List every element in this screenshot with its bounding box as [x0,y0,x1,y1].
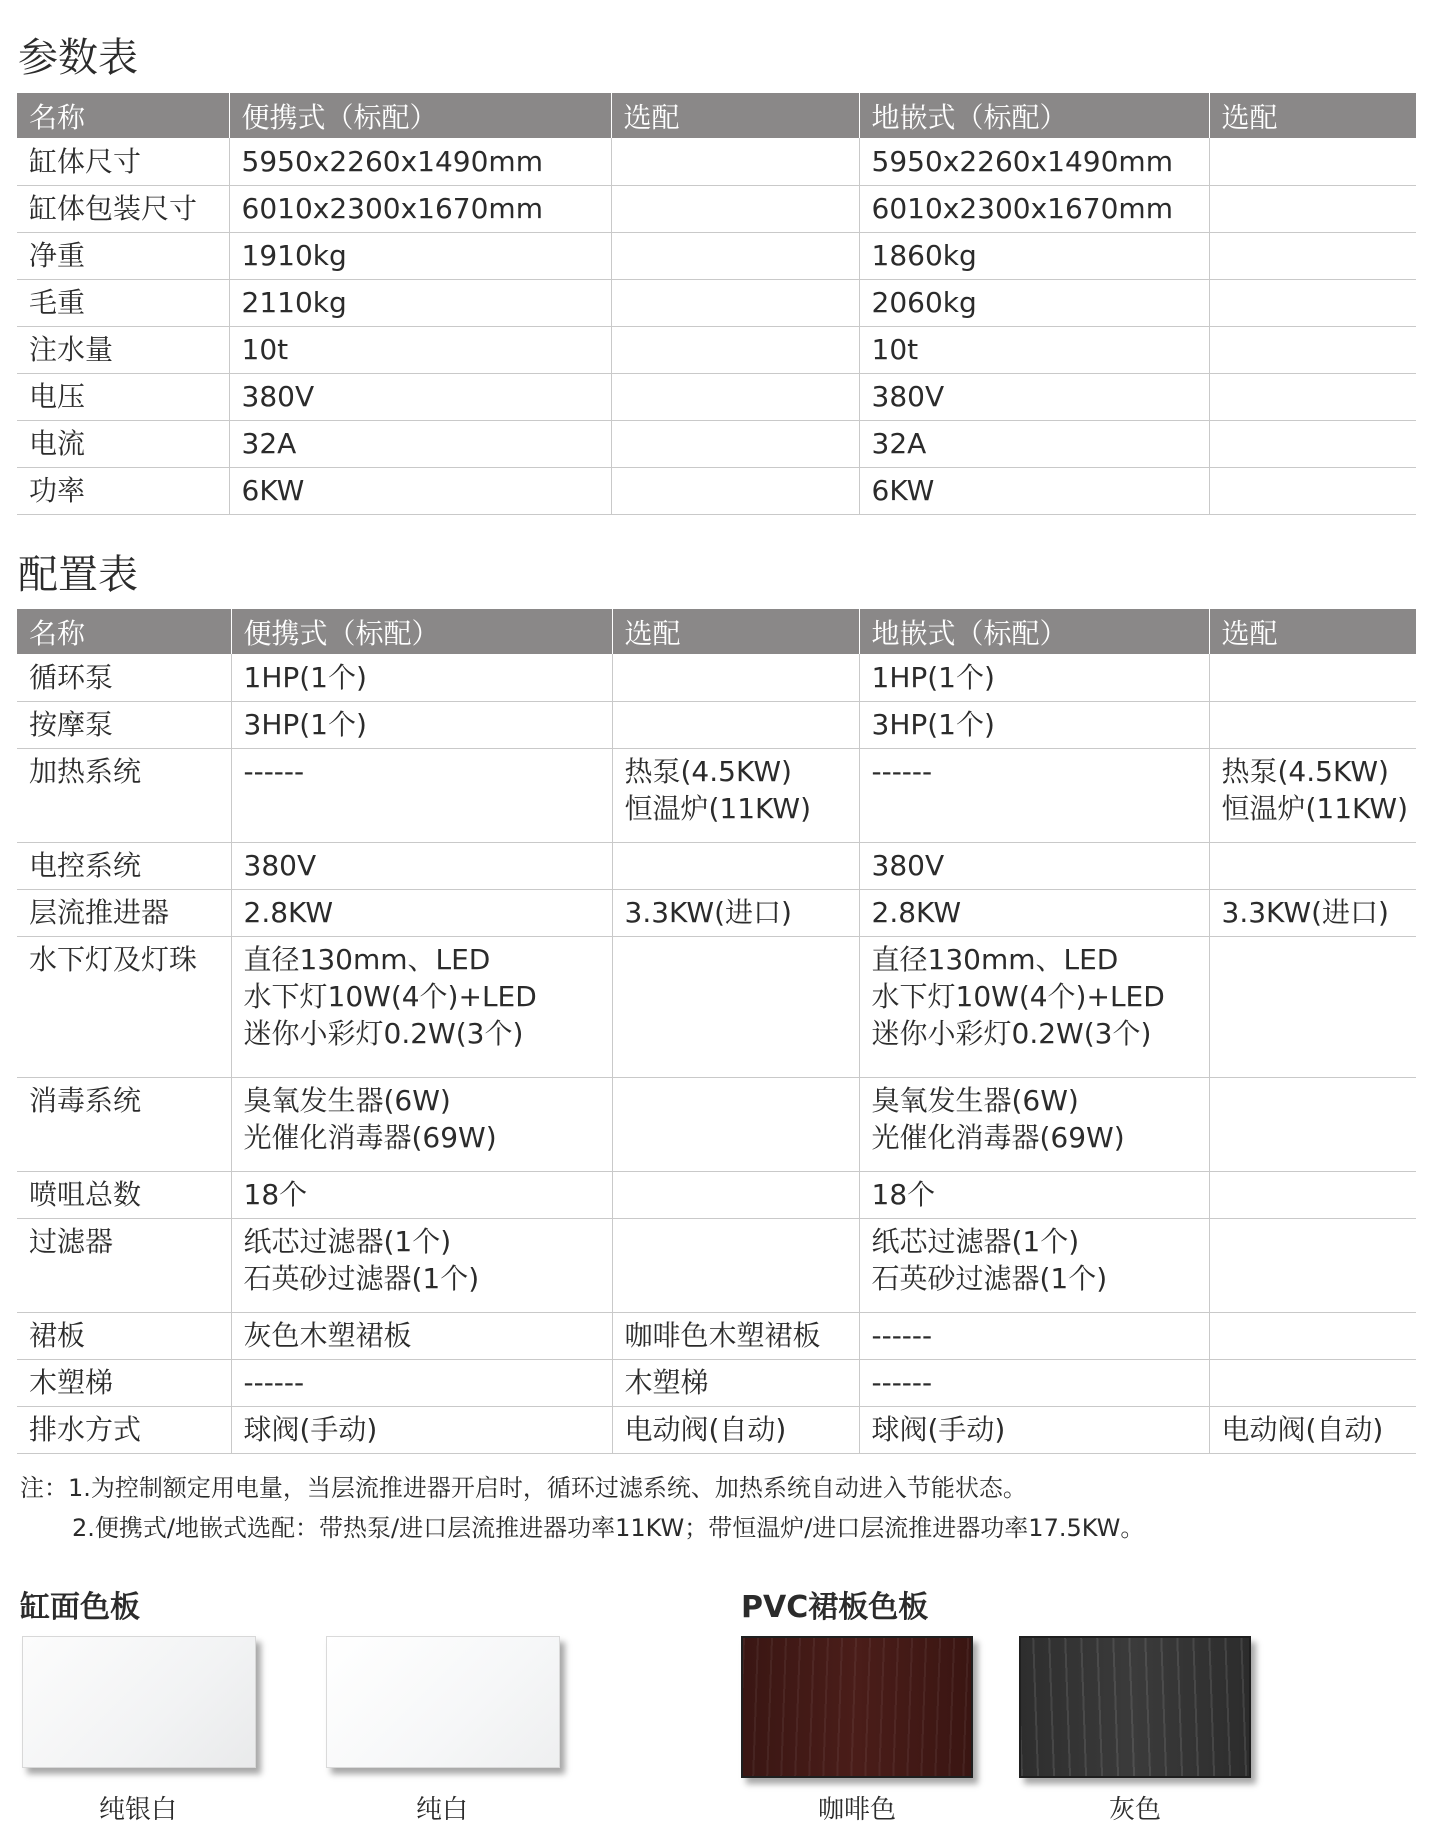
config-cell [231,1359,612,1406]
param-row [17,138,1416,185]
param-cell-text: 5950x2260x1490mm [241,144,543,178]
config-cell [612,748,859,842]
param-cell-text: 2110kg [241,286,347,319]
param-cell-text: 10t [871,333,919,366]
param-cell-text: 1910kg [241,239,347,272]
config-cell [231,1406,612,1453]
config-cell-text: 光催化消毒器(69W) [871,1120,1125,1154]
config-cell [17,1218,231,1312]
config-cell-text: 电动阀(自动) [1221,1413,1384,1446]
swatch-label-pure-white: 纯白 [415,1795,468,1825]
config-cell-text: 灰色木塑裙板 [243,1319,412,1352]
config-cell-text: 迷你小彩灯0.2W(3个) [243,1016,524,1050]
config-cell [231,1171,612,1218]
config-cell [612,1312,859,1359]
swatch-label-silver-white: 纯银白 [98,1795,177,1825]
param-cell [229,373,611,420]
config-cell [1209,936,1416,1077]
param-cell-text: 净重 [29,239,86,272]
header-embedded-optional: 选配 [1209,609,1416,654]
param-cell-text: 5950x2260x1490mm [871,144,1173,178]
header-embedded-optional: 选配 [1209,93,1416,138]
config-row [17,936,1416,1077]
config-cell-text: 木塑梯 [29,1366,114,1399]
config-cell-text: 380V [243,849,317,882]
header-portable-standard: 便携式（标配） [231,609,612,654]
param-cell-text: 6010x2300x1670mm [871,192,1173,225]
config-cell-text: 臭氧发生器(6W) [871,1083,1079,1117]
config-cell-text: 3.3KW(进口) [1221,896,1389,929]
config-table-body [17,654,1416,1453]
config-cell [17,748,231,842]
param-cell [859,373,1209,420]
param-cell [611,232,859,279]
config-cell-text: 水下灯10W(4个)+LED [243,979,537,1013]
param-cell [1209,138,1416,185]
param-cell [611,420,859,467]
config-cell-text: 层流推进器 [29,896,170,929]
param-cell [17,420,229,467]
config-cell-text: 球阀(手动) [243,1413,378,1446]
config-cell-text: 裙板 [29,1319,86,1352]
config-cell-text: 1HP(1个) [243,660,367,694]
swatch-gray [1019,1636,1251,1778]
param-cell [611,138,859,185]
header-embedded-standard: 地嵌式（标配） [859,609,1209,654]
config-cell [859,701,1209,748]
param-cell [229,279,611,326]
param-cell [1209,373,1416,420]
param-cell [17,138,229,185]
config-cell-text: 水下灯及灯珠 [29,942,198,976]
config-cell [1209,1312,1416,1359]
header-portable-optional: 选配 [612,609,859,654]
config-cell [859,936,1209,1077]
config-cell-text: ------ [871,1319,933,1352]
config-cell [859,1218,1209,1312]
param-cell [611,185,859,232]
config-cell [17,936,231,1077]
param-cell [611,373,859,420]
config-cell-text: 3.3KW(进口) [624,896,792,929]
config-cell [17,701,231,748]
config-cell [859,654,1209,701]
config-cell-text: 18个 [871,1178,936,1211]
config-cell [612,1218,859,1312]
config-cell-text: 纸芯过滤器(1个) [243,1224,452,1258]
config-cell [17,1171,231,1218]
param-row [17,373,1416,420]
config-cell-text: 电动阀(自动) [624,1413,787,1446]
pvc-color-title: PVC裙板色板 [741,1590,929,1625]
param-cell [859,138,1209,185]
param-cell [229,326,611,373]
param-cell-text: 380V [871,380,945,413]
param-cell-text: 32A [241,427,297,460]
header-portable-optional: 选配 [611,93,859,138]
config-cell-text: 按摩泵 [29,708,114,741]
config-cell [231,748,612,842]
config-cell [1209,1077,1416,1171]
param-row [17,232,1416,279]
config-cell [612,889,859,936]
config-cell-text: 石英砂过滤器(1个) [243,1261,480,1295]
config-cell [859,1359,1209,1406]
param-cell [859,326,1209,373]
param-cell [17,185,229,232]
config-cell [859,1312,1209,1359]
config-cell [1209,701,1416,748]
param-cell [1209,279,1416,326]
param-cell [17,326,229,373]
config-cell [1209,748,1416,842]
param-cell [1209,326,1416,373]
config-cell-text: 加热系统 [29,754,142,788]
config-cell [612,936,859,1077]
config-cell-text: ------ [871,754,933,788]
config-cell-text: 消毒系统 [29,1083,142,1117]
param-cell-text: 6KW [871,474,935,507]
config-cell-text: 直径130mm、LED [871,942,1119,976]
config-cell [231,654,612,701]
param-cell [229,185,611,232]
note-1: 注：1.为控制额定用电量，当层流推进器开启时，循环过滤系统、加热系统自动进入节能状态。 [20,1474,1027,1502]
param-cell-text: 6010x2300x1670mm [241,192,543,225]
config-cell [17,1312,231,1359]
param-row [17,185,1416,232]
param-cell [17,232,229,279]
param-cell [859,185,1209,232]
config-cell-text: 咖啡色木塑裙板 [624,1319,821,1352]
header-portable-standard: 便携式（标配） [229,93,611,138]
config-cell [612,1171,859,1218]
config-cell [231,889,612,936]
param-cell [1209,185,1416,232]
swatch-coffee [741,1636,973,1778]
config-cell [17,1359,231,1406]
swatch-label-coffee: 咖啡色 [817,1795,896,1825]
config-cell-text: 直径130mm、LED [243,942,491,976]
config-row [17,1171,1416,1218]
param-table-body [17,138,1416,514]
param-cell-text: 缸体尺寸 [29,144,142,178]
param-row [17,326,1416,373]
config-cell-text: ------ [243,754,305,788]
config-cell [612,1406,859,1453]
param-cell [1209,420,1416,467]
param-cell [611,279,859,326]
param-cell [229,138,611,185]
param-cell-text: 32A [871,427,927,460]
config-cell-text: 380V [871,849,945,882]
config-cell [1209,1406,1416,1453]
config-cell [859,842,1209,889]
config-row [17,748,1416,842]
config-cell [612,842,859,889]
config-cell-text: 热泵(4.5KW) [1221,754,1389,788]
config-cell [612,654,859,701]
config-row [17,1359,1416,1406]
config-cell-text: 迷你小彩灯0.2W(3个) [871,1016,1152,1050]
config-cell-text: 热泵(4.5KW) [624,754,792,788]
param-cell-text: 1860kg [871,239,977,272]
config-cell-text: 恒温炉(11KW) [624,791,812,825]
config-cell-text: ------ [243,1366,305,1399]
header-name: 名称 [17,93,229,138]
swatch-label-gray: 灰色 [1108,1795,1161,1825]
config-cell [1209,654,1416,701]
param-cell [611,467,859,514]
config-cell-text: 臭氧发生器(6W) [243,1083,451,1117]
config-cell [231,1312,612,1359]
shell-color-title: 缸面色板 [20,1590,140,1625]
config-cell [17,1077,231,1171]
config-cell-text: 水下灯10W(4个)+LED [871,979,1165,1013]
param-cell-text: 380V [241,380,315,413]
config-cell-text: 喷咀总数 [29,1178,142,1211]
config-cell-text: 恒温炉(11KW) [1221,791,1409,825]
param-table [17,93,1416,515]
config-row [17,1218,1416,1312]
config-cell [612,701,859,748]
config-cell [231,1077,612,1171]
config-cell-text: 木塑梯 [624,1366,709,1399]
config-cell [231,1218,612,1312]
config-cell-text: 光催化消毒器(69W) [243,1120,497,1154]
config-cell-text: 纸芯过滤器(1个) [871,1224,1080,1258]
config-cell [612,1077,859,1171]
config-cell [859,1406,1209,1453]
param-cell [229,232,611,279]
param-cell [859,467,1209,514]
param-cell [17,279,229,326]
param-cell [859,279,1209,326]
config-cell-text: 2.8KW [871,896,962,929]
config-cell [231,936,612,1077]
config-cell [859,748,1209,842]
config-table [17,609,1416,1454]
config-cell [17,889,231,936]
param-cell-text: 功率 [29,474,86,507]
param-cell-text: 缸体包装尺寸 [29,192,198,225]
config-row [17,1077,1416,1171]
config-table-header-row [17,609,1416,654]
config-cell [1209,889,1416,936]
config-cell-text: 石英砂过滤器(1个) [871,1261,1108,1295]
config-cell-text: 1HP(1个) [871,660,995,694]
config-cell-text: 电控系统 [29,849,142,882]
param-cell [17,373,229,420]
config-cell [17,842,231,889]
config-cell [859,1077,1209,1171]
param-cell-text: 10t [241,333,289,366]
config-cell [859,1171,1209,1218]
notes [20,1468,1144,1548]
config-cell [231,701,612,748]
config-cell [17,654,231,701]
config-cell [1209,842,1416,889]
config-cell [1209,1218,1416,1312]
header-name: 名称 [17,609,231,654]
config-cell-text: 18个 [243,1178,308,1211]
config-cell-text: 3HP(1个) [871,708,995,741]
config-cell [612,1359,859,1406]
config-cell-text: 循环泵 [29,660,114,694]
swatch-pure-white [326,1636,560,1768]
param-cell [1209,232,1416,279]
config-cell-text: 球阀(手动) [871,1413,1006,1446]
config-cell [1209,1359,1416,1406]
param-cell [859,420,1209,467]
param-cell-text: 电压 [29,380,86,413]
config-cell [17,1406,231,1453]
param-cell-text: 注水量 [29,333,114,366]
config-cell-text: 排水方式 [29,1413,142,1446]
param-cell-text: 电流 [29,427,86,460]
param-cell [229,467,611,514]
header-embedded-standard: 地嵌式（标配） [859,93,1209,138]
note-2: 2.便携式/地嵌式选配：带热泵/进口层流推进器功率11KW；带恒温炉/进口层流推进器功率17.5KW。 [72,1514,1145,1542]
config-row [17,842,1416,889]
param-table-header-row [17,93,1416,138]
param-row [17,467,1416,514]
param-cell [17,467,229,514]
config-row [17,1406,1416,1453]
param-cell-text: 6KW [241,474,305,507]
param-row [17,279,1416,326]
config-row [17,654,1416,701]
param-cell [611,326,859,373]
param-table-title: 参数表 [18,35,138,81]
config-table-title: 配置表 [18,552,138,598]
config-row [17,1312,1416,1359]
param-cell-text: 2060kg [871,286,977,319]
config-cell-text: ------ [871,1366,933,1399]
param-cell [229,420,611,467]
param-cell [1209,467,1416,514]
config-cell [859,889,1209,936]
config-cell-text: 过滤器 [29,1224,114,1258]
param-cell-text: 毛重 [29,286,86,319]
config-cell [231,842,612,889]
config-cell-text: 3HP(1个) [243,708,367,741]
config-row [17,701,1416,748]
config-cell [1209,1171,1416,1218]
swatch-silver-white [22,1636,256,1768]
config-row [17,889,1416,936]
param-cell [859,232,1209,279]
config-cell-text: 2.8KW [243,896,334,929]
param-row [17,420,1416,467]
